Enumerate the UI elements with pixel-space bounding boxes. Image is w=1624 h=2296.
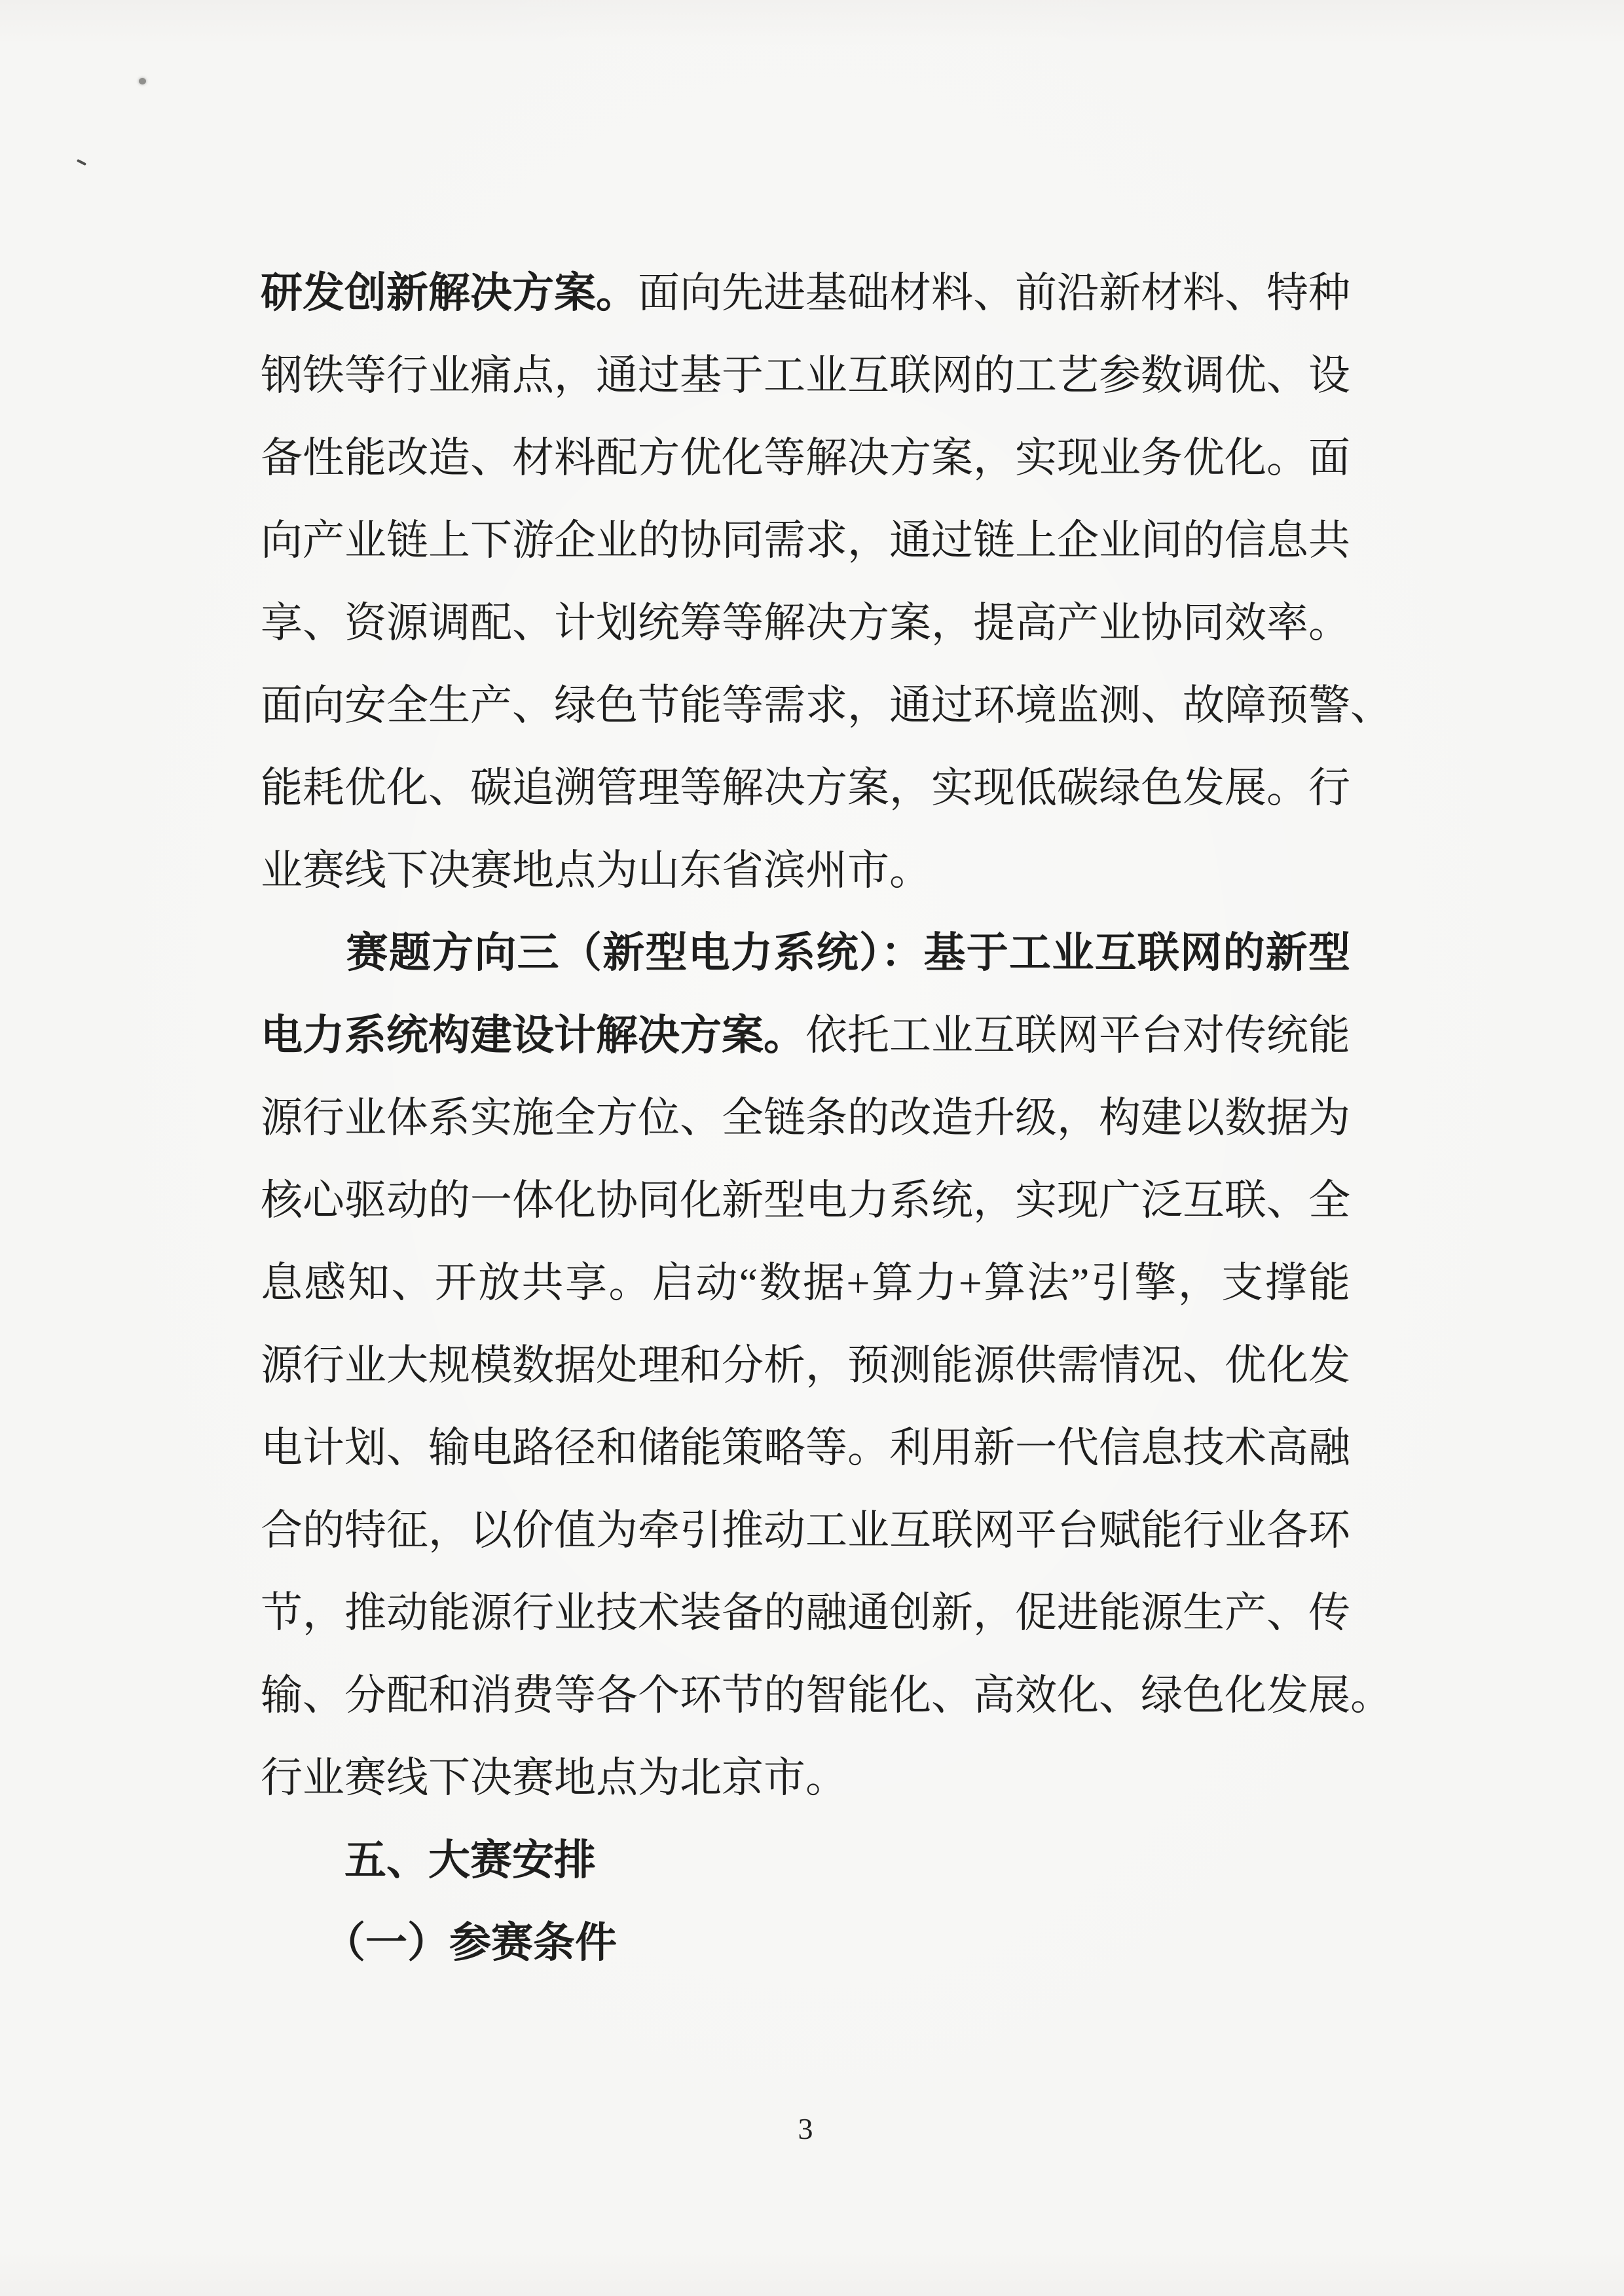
text-line <box>261 1902 1350 1984</box>
text-segment-bold: 赛题方向三（新型电力系统）：基于工业互联网的新型 <box>261 930 1350 976</box>
text-segment: 能耗优化、碳追溯管理等解决方案，实现低碳绿色发展。行 <box>261 765 1350 811</box>
text-line <box>261 500 1350 582</box>
text-segment: 电计划、输电路径和储能策略等。利用新一代信息技术高融 <box>261 1425 1350 1471</box>
text-segment-bold: 电力系统构建设计解决方案。 <box>261 1012 805 1059</box>
text-line <box>261 1242 1350 1324</box>
text-line <box>261 1572 1350 1654</box>
text-segment-bold: 研发创新解决方案。 <box>261 270 638 316</box>
text-segment-bold: 五、大赛安排 <box>261 1837 596 1884</box>
text-line <box>261 1159 1350 1242</box>
text-segment: 向产业链上下游企业的协同需求，通过链上企业间的信息共 <box>261 517 1350 564</box>
text-line <box>261 747 1350 829</box>
text-segment: 钢铁等行业痛点，通过基于工业互联网的工艺参数调优、设 <box>261 352 1350 399</box>
text-segment: 业赛线下决赛地点为山东省滨州市。 <box>261 847 931 894</box>
text-line <box>261 1737 1350 1819</box>
text-segment: 息感知、开放共享。启动“数据+算力+算法”引擎，支撑能 <box>261 1260 1350 1306</box>
text-segment: 输、分配和消费等各个环节的智能化、高效化、绿色化发展。 <box>261 1672 1392 1719</box>
text-line <box>261 417 1350 500</box>
text-segment: 行业赛线下决赛地点为北京市。 <box>261 1755 847 1801</box>
text-segment: 享、资源调配、计划统筹等解决方案，提高产业协同效率。 <box>261 600 1350 646</box>
text-segment: 源行业大规模数据处理和分析，预测能源供需情况、优化发 <box>261 1342 1350 1389</box>
text-line <box>261 1489 1350 1572</box>
text-segment: 面向安全生产、绿色节能等需求，通过环境监测、故障预警、 <box>261 682 1392 729</box>
document-text <box>261 252 1392 1984</box>
page-number: 3 <box>798 2112 813 2145</box>
text-line <box>261 994 1350 1077</box>
scan-artifact-tick <box>77 159 86 166</box>
document-lines <box>261 252 1392 1984</box>
text-line <box>261 1077 1350 1159</box>
text-segment: 面向先进基础材料、前沿新材料、特种 <box>638 270 1350 316</box>
text-segment: 核心驱动的一体化协同化新型电力系统，实现广泛互联、全 <box>261 1177 1350 1224</box>
text-line <box>261 1819 1350 1902</box>
text-segment: 备性能改造、材料配方优化等解决方案，实现业务优化。面 <box>261 435 1350 481</box>
text-line <box>261 1654 1392 1737</box>
text-segment: 节，推动能源行业技术装备的融通创新，促进能源生产、传 <box>261 1590 1350 1636</box>
text-line <box>261 829 1350 912</box>
text-line <box>261 912 1350 994</box>
text-line <box>261 335 1350 417</box>
text-line <box>261 252 1350 335</box>
text-line <box>261 1407 1350 1489</box>
text-segment: 合的特征，以价值为牵引推动工业互联网平台赋能行业各环 <box>261 1507 1350 1554</box>
text-segment-bold: （一）参赛条件 <box>261 1920 617 1966</box>
text-line <box>261 665 1392 747</box>
text-line <box>261 1324 1350 1407</box>
text-segment: 依托工业互联网平台对传统能 <box>805 1012 1350 1059</box>
scan-artifact-dot <box>139 78 146 84</box>
text-line <box>261 582 1350 665</box>
text-segment: 源行业体系实施全方位、全链条的改造升级，构建以数据为 <box>261 1095 1350 1141</box>
